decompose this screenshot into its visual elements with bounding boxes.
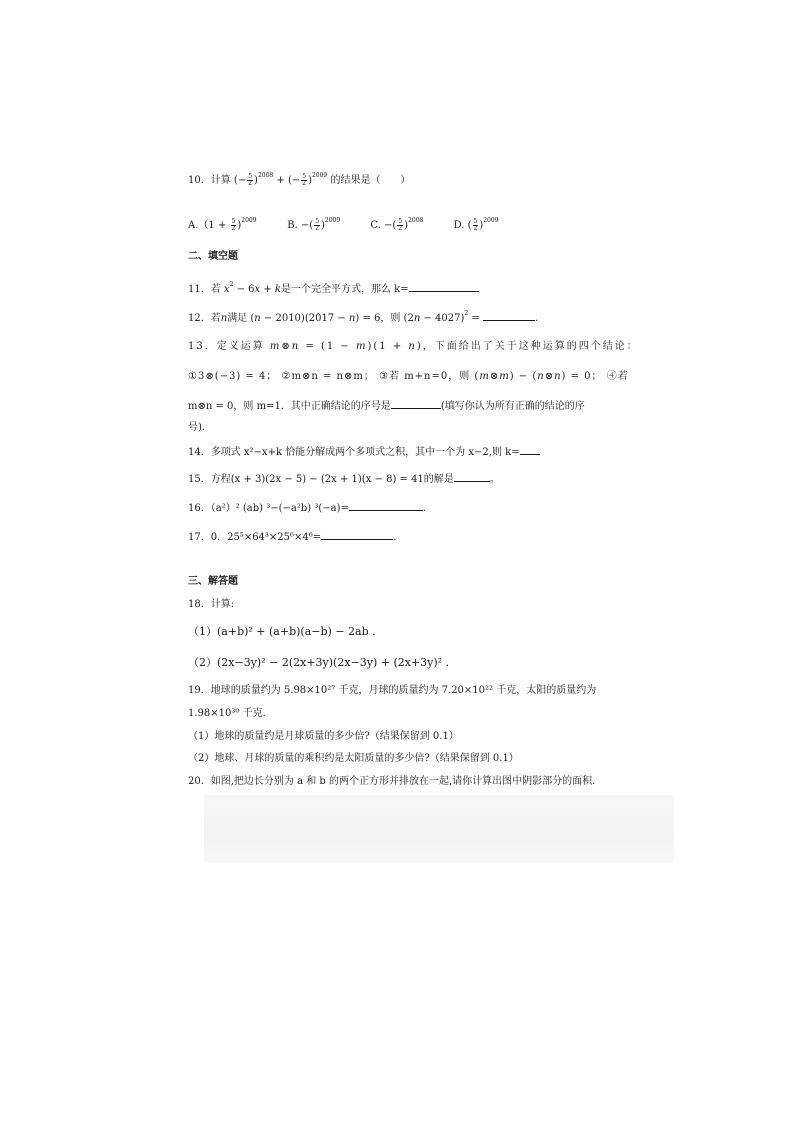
question-19-sub1: （1）地球的质量约是月球质量的多少倍?（结果保留到 0.1） [188,731,459,742]
q17-answer-blank[interactable] [321,529,393,540]
question-19-sub2: （2）地球、月球的质量的乘积约是太阳质量的多少倍?（结果保留到 0.1） [188,753,519,764]
question-18-part2: （2）(2x−3y)² − 2(2x+3y)(2x−3y) + (2x+3y)² . [188,656,450,669]
section-title-fill-in: 二、填空题 [188,251,238,262]
question-17: 17．0．25⁵×64³×25⁶×4⁶= . [188,529,396,545]
q10-option-c: C. −( $\frac{5}{2}$ )$^{2008}$ [370,217,424,232]
q16-answer-blank[interactable] [349,500,423,511]
figure-area-faded [204,795,674,863]
question-15: 15．方程(x + 3)(2x − 5) − (2x + 1)(x − 8) = 41的解是 。 [188,471,500,487]
q13-answer-blank[interactable] [391,398,441,409]
question-11: 11．若 $x^2 - 6x + k$是一个完全平方式，那么 k= [188,278,479,297]
question-16: 16．（a²）² (ab) ³−(−a²b) ³(−a)= . [188,500,426,516]
question-13-line2: ①3⊗(−3) = 4； ②m⊗n = n⊗m； ③若 m+n=0，则 (m⊗m) − (n⊗n) = 0； ④若 [188,371,629,382]
question-18-part1: （1）(a+b)² + (a+b)(a−b) − 2ab . [188,625,376,638]
section-title-solve: 三、解答题 [188,576,238,587]
question-19-line1: 19．地球的质量约为 5.98×10²⁷ 千克，月球的质量约为 7.20×10²² 千克，太阳的质量约为 [188,685,597,696]
question-13-line4: 号). [188,422,206,433]
q15-answer-blank[interactable] [454,471,490,482]
q10-options [188,214,499,233]
q10-prefix: 10．计算 [188,175,231,186]
q10-option-a: A.（1 + $\frac{5}{2}$ )$^{2009}$ [188,217,257,232]
question-12: 12．若n满足 (n − 2010)(2017 − n) = 6，则 $(2n - 4027)^2$ = . [188,310,539,324]
question-13-line1: 13．定义运算 m⊗n = (1 − m)(1 + n)，下面给出了关于这种运算的四个结论： [188,341,639,352]
q10-option-d: D. ( $\frac{5}{2}$ )$^{2009}$ [453,217,499,232]
q14-answer-blank[interactable] [520,444,540,455]
question-20: 20．如图,把边长分别为 a 和 b 的两个正方形并排放在一起,请你计算出图中阴影部分的面积. [188,776,596,787]
q11-answer-blank[interactable] [409,281,479,292]
question-13-line3: m⊗n = 0，则 m=1．其中正确结论的序号是 (填写你认为所有正确的结论的序 [188,398,585,414]
q10-expression: (− $\frac{5}{2}$ )$^{2008}$ + (− $\frac{5}{2}$ )$^{2009}$ [233,172,328,187]
question-10 [188,169,410,188]
question-19-line2: 1.98×10³⁰ 千克. [188,708,266,719]
q12-answer-blank[interactable] [483,310,535,321]
q10-suffix: 的结果是（ ） [330,175,411,186]
question-18-title: 18．计算: [188,599,235,610]
q10-option-b: B. −( $\frac{5}{2}$ )$^{2009}$ [287,217,341,232]
question-14: 14．多项式 x²−x+k 恰能分解成两个多项式之积，其中一个为 x−2,则 k= [188,444,540,460]
